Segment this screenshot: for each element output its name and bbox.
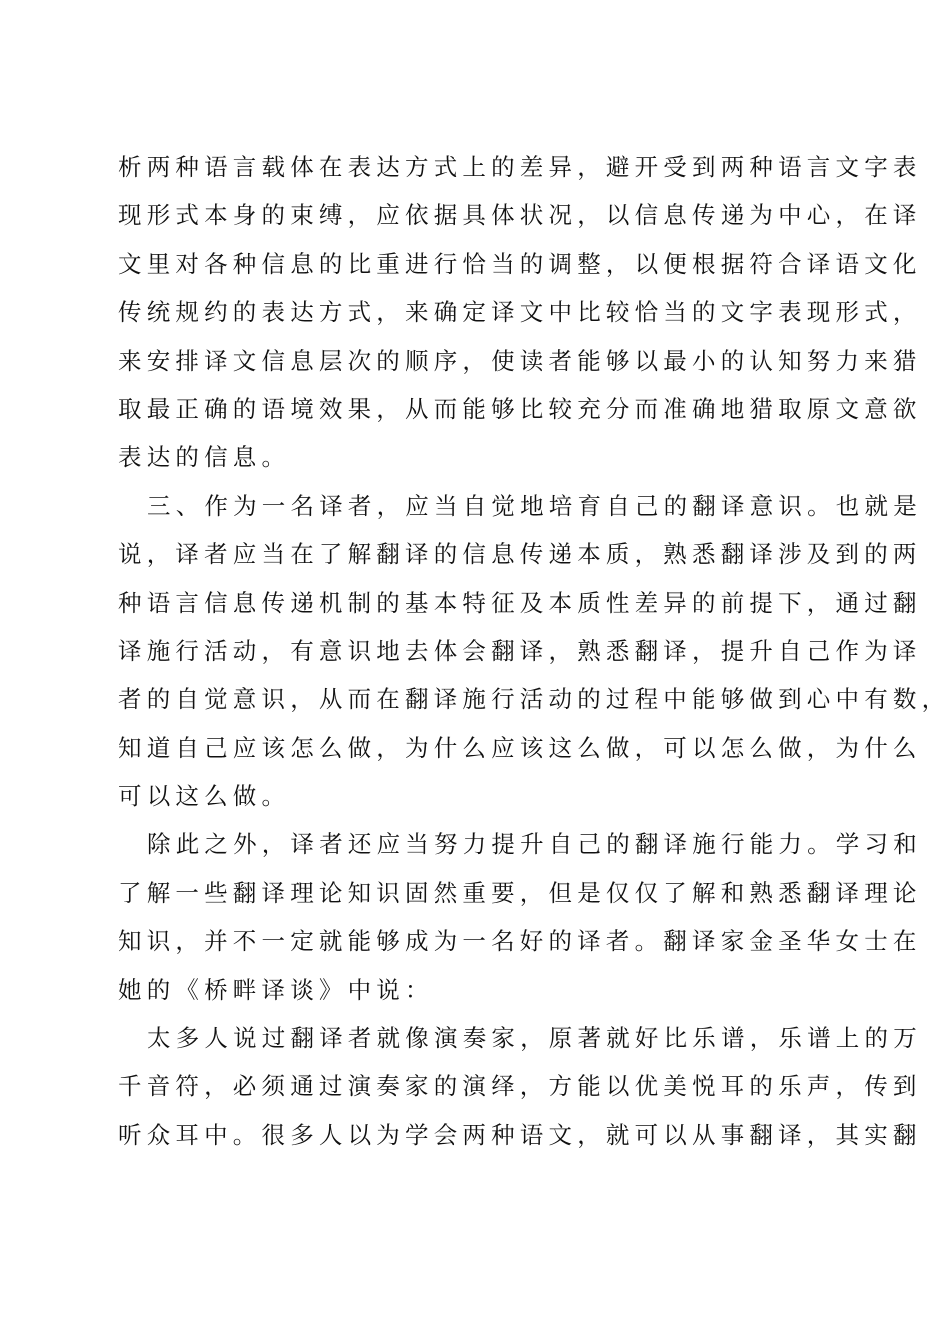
paragraph-1 <box>118 143 922 482</box>
text-line: 译施行活动，有意识地去体会翻译，熟悉翻译，提升自己作为译 <box>118 636 922 665</box>
text-line: 除此之外，译者还应当努力提升自己的翻译施行能力。学习和 <box>147 830 922 859</box>
text-line: 说，译者应当在了解翻译的信息传递本质，熟悉翻译涉及到的两 <box>118 540 922 569</box>
text-line: 取最正确的语境效果，从而能够比较充分而准确地猎取原文意欲 <box>118 394 922 423</box>
text-line: 者的自觉意识，从而在翻译施行活动的过程中能够做到心中有数， <box>118 685 950 714</box>
text-line: 现形式本身的束缚，应依据具体状况，以信息传递为中心，在译 <box>118 201 922 230</box>
text-line: 来安排译文信息层次的顺序，使读者能够以最小的认知努力来猎 <box>118 346 922 375</box>
text-line: 三、作为一名译者，应当自觉地培育自己的翻译意识。也就是 <box>147 491 922 520</box>
text-line: 种语言信息传递机制的基本特征及本质性差异的前提下，通过翻 <box>118 588 922 617</box>
text-line: 文里对各种信息的比重进行恰当的调整，以便根据符合译语文化 <box>118 249 922 278</box>
text-line: 听众耳中。很多人以为学会两种语文，就可以从事翻译，其实翻 <box>118 1120 922 1149</box>
text-line: 她的《桥畔译谈》中说： <box>118 975 434 1004</box>
text-line: 知道自己应该怎么做，为什么应该这么做，可以怎么做，为什么 <box>118 733 922 762</box>
paragraph-4 <box>118 1014 922 1159</box>
text-line: 析两种语言载体在表达方式上的差异，避开受到两种语言文字表 <box>118 153 922 181</box>
document-page <box>118 143 950 1159</box>
text-line: 可以这么做。 <box>118 782 291 811</box>
text-line: 千音符，必须通过演奏家的演绎，方能以优美悦耳的乐声，传到 <box>118 1072 922 1101</box>
paragraph-3 <box>118 820 922 1014</box>
paragraph-2 <box>118 482 950 821</box>
text-line: 知识，并不一定就能够成为一名好的译者。翻译家金圣华女士在 <box>118 927 922 956</box>
text-line: 了解一些翻译理论知识固然重要，但是仅仅了解和熟悉翻译理论 <box>118 878 922 907</box>
text-line: 表达的信息。 <box>118 443 291 472</box>
text-line: 太多人说过翻译者就像演奏家，原著就好比乐谱，乐谱上的万 <box>147 1024 922 1053</box>
text-line: 传统规约的表达方式，来确定译文中比较恰当的文字表现形式， <box>118 298 922 327</box>
